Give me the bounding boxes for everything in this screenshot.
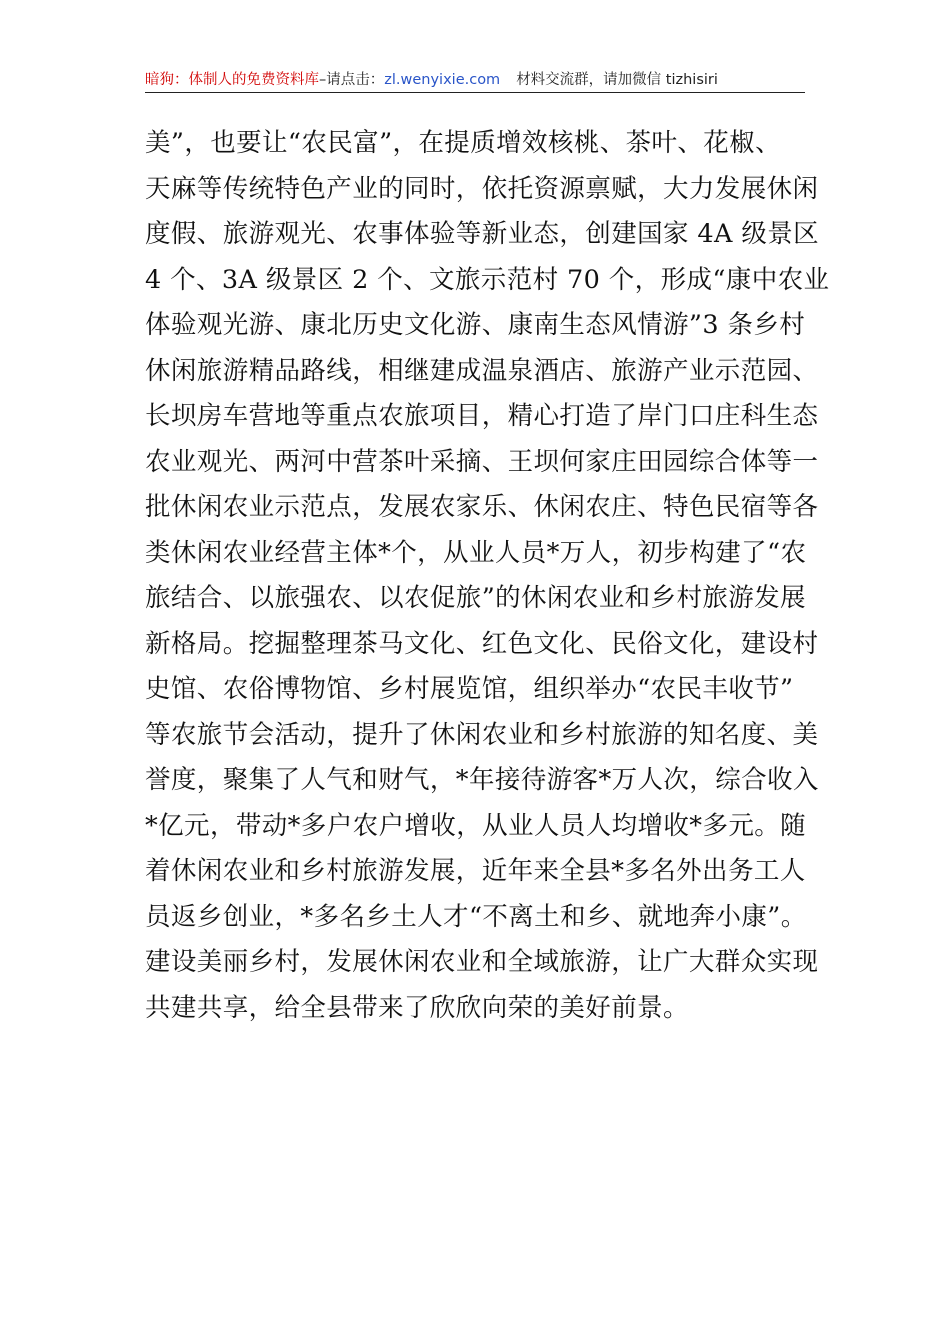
text-line: 共建共享，给全县带来了欣欣向荣的美好前景。 [145,992,689,1023]
text-line: 农业观光、两河中营茶叶采摘、王坝何家庄田园综合体等一 [145,446,819,477]
text-line: 着休闲农业和乡村旅游发展，近年来全县*多名外出务工人 [145,856,806,886]
text-line: 长坝房车营地等重点农旅项目，精心打造了岸门口庄科生态 [145,401,819,431]
header-click-prompt: –请点击： [319,72,385,88]
page-header [145,68,805,93]
text-line: 度假、旅游观光、农事体验等新业态，创建国家 4A 级景区 [145,219,820,249]
text-line: 天麻等传统特色产业的同时，依托资源禀赋，大力发展休闲 [145,173,819,204]
text-line: 员返乡创业，*多名乡土人才“不离土和乡、就地奔小康”。 [145,901,807,932]
text-line: *亿元，带动*多户农户增收，从业人员人均增收*多元。随 [145,810,807,841]
text-line: 建设美丽乡村，发展休闲农业和全域旅游，让广大群众实现 [145,947,819,977]
text-line: 4 个、3A 级景区 2 个、文旅示范村 70 个，形成“康中农业 [145,264,830,295]
header-wechat-note: 材料交流群，请加微信 tizhisiri [516,72,718,88]
text-line: 类休闲农业经营主体*个，从业人员*万人，初步构建了“农 [145,537,807,568]
header-url-link[interactable]: zl.wenyixie.com [384,72,501,88]
text-line: 等农旅节会活动，提升了休闲农业和乡村旅游的知名度、美 [145,719,819,750]
body-paragraph [145,121,830,1031]
text-line: 体验观光游、康北历史文化游、康南生态风情游”3 条乡村 [145,310,806,340]
header-site-name: 暗狗：体制人的免费资料库 [145,72,319,88]
text-line: 休闲旅游精品路线，相继建成温泉酒店、旅游产业示范园、 [145,355,819,386]
text-line: 史馆、农俗博物馆、乡村展览馆，组织举办“农民丰收节” [145,674,794,704]
text-line: 誉度，聚集了人气和财气，*年接待游客*万人次，综合收入 [145,765,819,795]
text-line: 新格局。挖掘整理茶马文化、红色文化、民俗文化，建设村 [145,628,819,659]
text-line: 美”，也要让“农民富”，在提质增效核桃、茶叶、花椒、 [145,128,782,158]
text-line: 批休闲农业示范点，发展农家乐、休闲农庄、特色民宿等各 [145,492,819,522]
text-line: 旅结合、以旅强农、以农促旅”的休闲农业和乡村旅游发展 [145,583,806,613]
